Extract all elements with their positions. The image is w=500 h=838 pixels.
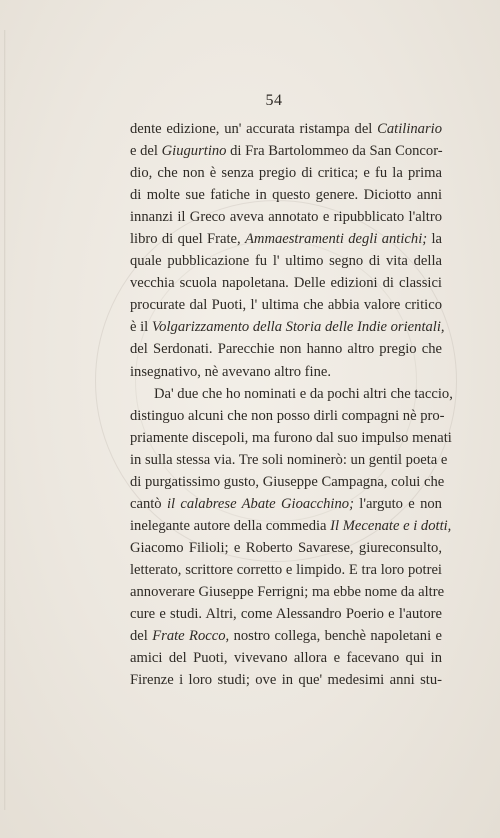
text-line xyxy=(130,162,442,184)
text-segment: la xyxy=(427,231,442,248)
text-line xyxy=(130,250,442,272)
text-line xyxy=(130,338,442,360)
text-line xyxy=(130,316,445,338)
text-segment: e del xyxy=(130,143,162,160)
text-line xyxy=(130,427,452,449)
text-segment: in sulla stessa via. Tre soli nominerò: un gentil poeta e xyxy=(130,451,448,468)
italic-text: Ammaestramenti degli antichi; xyxy=(244,231,428,248)
text-segment: vecchia scuola napoletana. Delle edizioni di classici xyxy=(130,275,442,292)
text-line xyxy=(130,228,442,250)
italic-text: Volgarizzamento della Storia delle Indie orientali, xyxy=(151,319,445,336)
text-line xyxy=(130,493,442,515)
text-segment: distinguo alcuni che non posso dirli compagni nè pro- xyxy=(130,407,445,424)
text-line xyxy=(130,515,452,537)
text-segment: cure e studi. Altri, come Alessandro Poerio e l'autore xyxy=(130,606,442,623)
text-line xyxy=(130,405,445,427)
text-segment: del xyxy=(130,628,153,645)
text-segment: amici del Puoti, vivevano allora e facevano qui in xyxy=(130,650,442,667)
italic-text: Giugurtino xyxy=(161,143,227,160)
text-segment: annoverare Giuseppe Ferrigni; ma ebbe nome da altre xyxy=(130,583,445,600)
text-line xyxy=(130,294,442,316)
text-segment: dente edizione, un' accurata ristampa del xyxy=(130,121,378,137)
text-segment: inelegante autore della commedia xyxy=(130,517,331,534)
italic-text: Frate Rocco, xyxy=(152,628,230,645)
page-fold-shadow xyxy=(4,30,6,810)
text-line xyxy=(130,669,442,691)
italic-text: Il Mecenate e i dotti, xyxy=(330,517,452,534)
text-line xyxy=(130,361,442,383)
text-segment: è il xyxy=(130,319,152,336)
text-segment: di Fra Bartolommeo da San Concor- xyxy=(226,143,443,160)
text-segment: dio, che non è senza pregio di critica; e fu la prima xyxy=(130,165,442,182)
text-segment: insegnativo, nè avevano altro fine. xyxy=(130,363,331,380)
text-line xyxy=(130,383,453,405)
text-segment: di purgatissimo gusto, Giuseppe Campagna, colui che xyxy=(130,473,445,490)
text-segment: nostro collega, benchè napoletani e xyxy=(229,628,442,645)
italic-text: il calabrese Abate Gioacchino; xyxy=(166,495,354,512)
page-number: 54 xyxy=(265,92,283,109)
text-segment: di molte sue fatiche in questo genere. Diciotto anni xyxy=(130,187,442,204)
text-segment: del Serdonati. Parecchie non hanno altro pregio che xyxy=(130,341,442,358)
text-line xyxy=(130,206,442,228)
text-segment: quale pubblicazione fu l' ultimo segno di vita della xyxy=(130,253,442,270)
italic-text: Catilinario xyxy=(377,121,442,137)
text-line xyxy=(130,118,442,140)
text-line xyxy=(130,471,445,493)
text-line xyxy=(130,537,442,559)
text-segment: procurate dal Puoti, l' ultima che abbia valore critico xyxy=(130,297,442,314)
text-segment: l'arguto e non xyxy=(353,495,442,512)
text-line xyxy=(130,559,442,581)
text-segment: innanzi il Greco aveva annotato e ripubblicato l'altro xyxy=(130,209,442,226)
text-segment: cantò xyxy=(130,495,167,512)
text-segment: Da' due che ho nominati e da pochi altri che taccio, xyxy=(154,385,453,402)
body-text xyxy=(130,118,453,691)
text-line xyxy=(130,625,442,647)
text-line xyxy=(130,184,442,206)
text-line xyxy=(130,647,442,669)
text-segment: libro di quel Frate, xyxy=(130,231,245,248)
text-line xyxy=(130,449,448,471)
text-segment: Firenze i loro studi; ove in que' medesimi anni stu- xyxy=(130,672,442,689)
text-line xyxy=(130,140,442,162)
text-line xyxy=(130,603,442,625)
text-segment: letterato, scrittore corretto e limpido. E tra loro potrei xyxy=(130,561,442,578)
text-line xyxy=(130,581,445,603)
text-line xyxy=(130,272,442,294)
text-segment: Giacomo Filioli; e Roberto Savarese, giureconsulto, xyxy=(130,539,442,556)
text-segment: priamente discepoli, ma furono dal suo impulso menati xyxy=(130,429,452,446)
